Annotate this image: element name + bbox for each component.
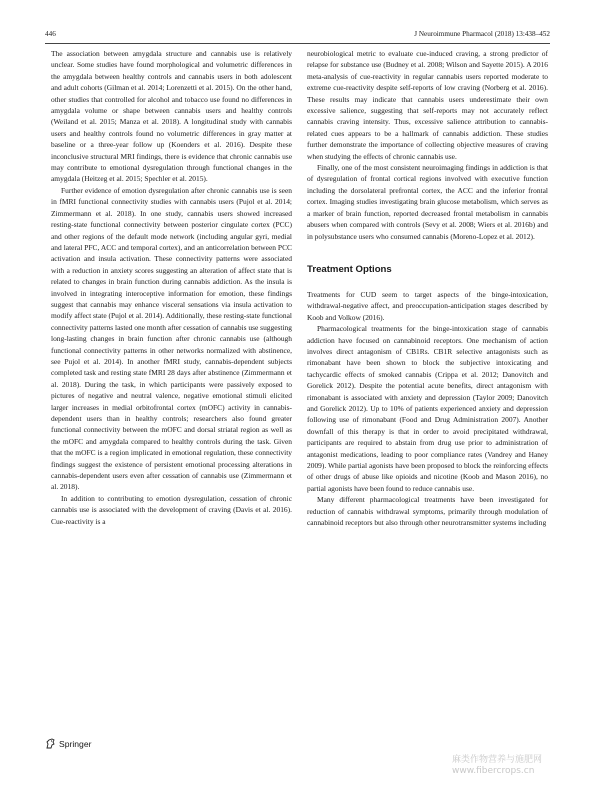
paragraph: Many different pharmacological treatments have been investigated for reduction of cannabis withdrawal symptoms, primarily through modulation of cannabinoid receptors but also through other neurotransmitter systems including	[307, 495, 548, 528]
page-number: 446	[45, 30, 56, 38]
paragraph: Treatments for CUD seem to target aspects of the binge-intoxication, withdrawal-negative affect, and preoccupation-anticipation stages described by Koob and Volkow (2016).	[307, 289, 548, 322]
left-column	[51, 48, 292, 738]
paragraph: Finally, one of the most consistent neuroimaging findings in addiction is that of dysregulation of frontal cortical regions involved with executive function including the dorsolateral prefrontal cortex, the ACC and the inferior frontal cortex. Imaging studies investigating brain glucose metabolism, which serves as a marker of brain function, reported decreased frontal metabolism in cannabis abusers when compared with controls (Sevy et al. 2008; Wiers et al. 2016b) and in polysubstance users who consumed cannabis (Moreno-Lopez et al. 2012).	[307, 163, 548, 241]
paragraph: The association between amygdala structure and cannabis use is relatively unclear. Some studies have found morphological and volumetric differences in the amygdala between healthy controls and cannabis users in both adolescent and adult cohorts (Gilman et al. 2014; Lorenzetti et al. 2015). On the other hand, other studies that controlled for alcohol and tobacco use found no differences in amygdala volume or shape between cannabis users and healthy controls (Weiland et al. 2015; Manza et al. 2018). A longitudinal study with cannabis users and healthy controls found no volumetric differences in gray matter at baseline or a three-year follow up (Koenders et al. 2016). Despite these inconclusive structural MRI findings, there is evidence that chronic cannabis use may contribute to emotional dysregulation through functional changes in the amygdala (Heitzeg et al. 2015; Spechler et al. 2015).	[51, 49, 292, 184]
publisher-name: Springer	[59, 738, 92, 749]
section-heading: Treatment Options	[307, 263, 392, 275]
paragraph: Further evidence of emotion dysregulation after chronic cannabis use is seen in fMRI functional connectivity studies with cannabis users (Pujol et al. 2014; Zimmermann et al. 2018). In one study, cannabis users showed increased resting-state functional connectivity between posterior cingulate cortex (PCC) and other regions of the default mode network (including angular gyri, medial and lateral PFC, ACC and temporal cortex), and an anticorrelation between PCC activation and insula activation. These connectivity patterns were associated with a reduction in anxiety scores suggesting an alteration of affect state that is related to changes in brain function during cannabis addiction. As the insula is involved in integrating interoceptive information for emotion, these findings suggest that cannabis may enhance visceral sensations via insula activation to modify affect state (Pujol et al. 2014). Additionally, these resting-state functional connectivity patterns lasted one month after cessation of cannabis use suggesting long-lasting changes in brain function after chronic cannabis use (although functional connectivity patterns in other networks normalized with abstinence, see Pujol et al. 2014). In another fMRI study, cannabis-dependent subjects completed task and resting state fMRI 28 days after abstinence (Zimmermann et al. 2018). During the task, in which participants were passively exposed to pictures of negative and neutral valence, negative emotional stimuli elicited larger increases in medial orbitofrontal cortex (mOFC) activity in cannabis-dependent users than in healthy controls; researchers also found greater functional connectivity between the mOFC and dorsal striatal region as well as the mOFC and amygdala compared to healthy controls during the task. Given that the mOFC is a region implicated in emotional regulation, these connectivity findings suggest the existence of persistent emotional processing alterations in cannabis-dependent users even after cessation of cannabis use (Zimmermann et al. 2018).	[51, 185, 292, 492]
running-header	[45, 28, 550, 40]
paragraph: neurobiological metric to evaluate cue-induced craving, a strong predictor of relapse for substance use (Budney et al. 2008; Wilson and Sayette 2015). A 2016 meta-analysis of cue-reactivity in regular cannabis users reported moderate to extreme cue-reactivity despite self-reports of low craving (Norberg et al. 2016). These results may indicate that cannabis users underestimate their own excessive salience, suggesting that self-reports may not accurately reflect cannabis craving intensity. Thus, excessive salience attribution to cannabis-related cues appears to be a hallmark of cannabis addiction. These studies further demonstrate the importance of collecting objective measures of craving when studying the effects of chronic cannabis use.	[307, 49, 548, 161]
publisher-footer	[45, 738, 91, 749]
journal-citation: J Neuroimmune Pharmacol (2018) 13:438–452	[414, 30, 550, 38]
watermark-line: www.fibercrops.cn	[452, 766, 535, 776]
springer-horse-icon	[45, 738, 56, 749]
watermark	[452, 755, 542, 777]
paragraph: Pharmacological treatments for the binge-intoxication stage of cannabis addiction have focused on cannabinoid receptors. One mechanism of action involves direct antagonism of CB1Rs. CB1R selective antagonists such as rimonabant have been shown to block the subjective intoxicating and tachycardic effects of smoked cannabis (Crippa et al. 2012; Danovitch and Gorelick 2012). Despite the potential acute benefits, direct antagonism with rimonabant is associated with anxiety and depression (Taylor 2009; Danovitch and Gorelick 2012). Up to 10% of patients experienced anxiety and depression following use of rimonabant (Food and Drug Administration 2007). Another downfall of this therapy is that in order to avoid precipitated withdrawal, participants are required to abstain from drug use prior to administration of antagonist medications, leading to poor compliance rates (Vandrey and Haney 2009). While partial agonists have been proposed to block the reinforcing effects of other drugs of abuse like opioids and nicotine (Koob and Mason 2016), no partial agonists have been found to reduce cannabis use.	[307, 324, 548, 493]
header-rule	[45, 43, 550, 44]
watermark-line: 麻类作物营养与施肥网	[452, 755, 543, 765]
right-column	[307, 48, 548, 738]
paragraph: In addition to contributing to emotion dysregulation, cessation of chronic cannabis use is associated with the development of craving (Davis et al. 2016). Cue-reactivity is a	[51, 493, 292, 526]
